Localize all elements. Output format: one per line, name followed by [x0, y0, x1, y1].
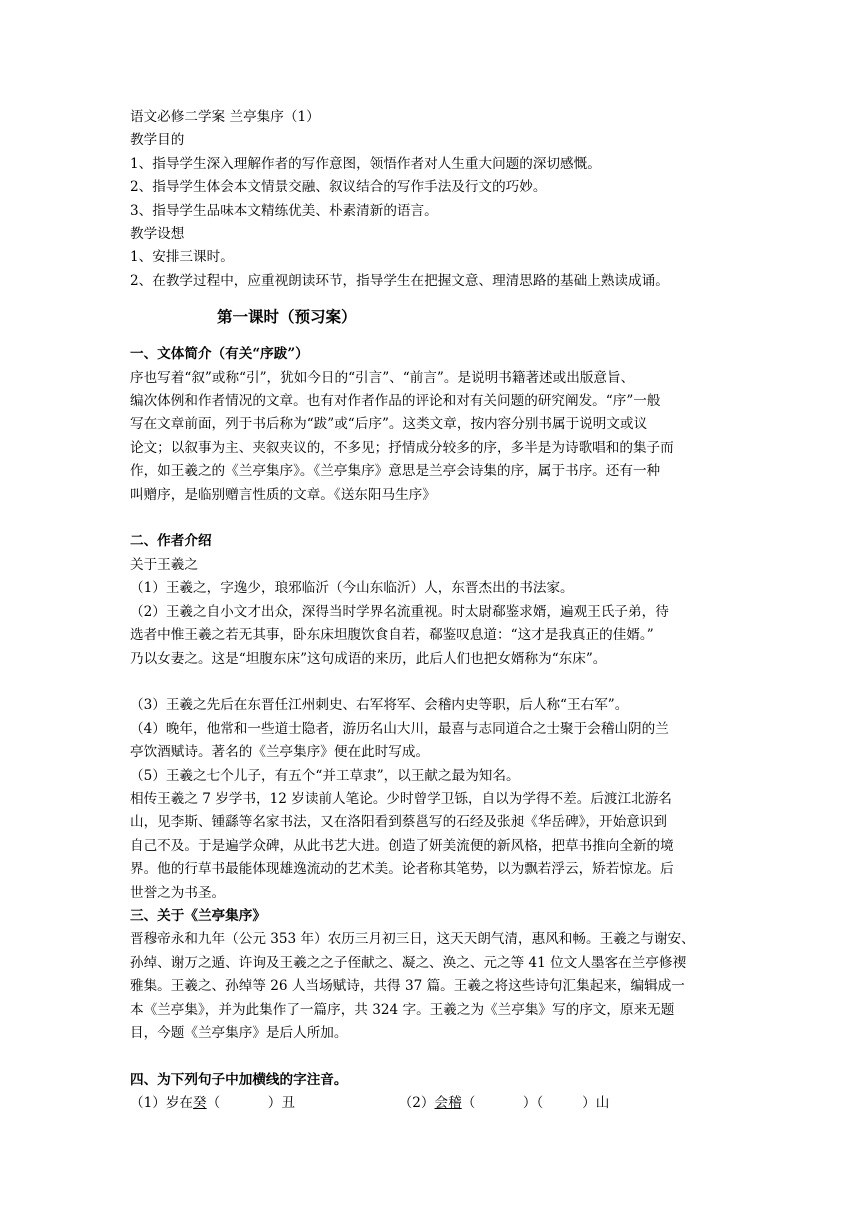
author-bio-line: 世誉之为书圣。 — [130, 884, 226, 901]
genre-paragraph-line: 作，如王羲之的《兰亭集序》。《兰亭集序》意思是兰亭会诗集的序，属于书序。还有一种 — [130, 463, 661, 480]
author-item-4-line: （4）晚年，他常和一些道士隐者，游历名山大川，最喜与志同道合之士聚于会稽山阴的兰 — [130, 720, 669, 737]
lanting-paragraph-line: 孙绰、谢万之遁、许询及王羲之之子侄献之、凝之、涣之、元之等 41 位文人墨客在兰亭修禊 — [130, 954, 687, 971]
lesson-title: 第一课时（预习案） — [217, 307, 357, 327]
genre-paragraph-line: 序也写着“叙”或称“引”，犹如今日的“引言”、“前言”。是说明书籍著述或出版意旨、 — [130, 369, 635, 386]
section-heading-genre: 一、文体简介（有关“序跋”） — [130, 346, 309, 363]
design-heading: 教学设想 — [130, 226, 185, 243]
spacer — [130, 507, 736, 530]
question-1-blank: （ ）丑 — [206, 1095, 295, 1112]
spacer — [130, 1045, 736, 1068]
genre-paragraph-line: 写在文章前面，列于书后称为“跋”或“后序”。这类文章，按内容分别书属于说明文或议 — [130, 416, 648, 433]
author-item-1: （1）王羲之，字逸少，琅邪临沂（今山东临沂）人，东晋杰出的书法家。 — [130, 580, 574, 597]
lanting-paragraph-line: 本《兰亭集》，并为此集作了一篇序，共 324 字。王羲之为《兰亭集》写的序文，原来无题 — [130, 1001, 675, 1018]
section-heading-pinyin: 四、为下列句子中加横线的字注音。 — [130, 1071, 348, 1088]
design-item: 2、在教学过程中，应重视朗读环节，指导学生在把握文意、理清思路的基础上熟读成诵。 — [130, 272, 669, 289]
question-2-prefix: （2） — [398, 1095, 435, 1112]
author-bio-line: 自己不及。于是遍学众碑，从此书艺大进。创造了妍美流便的新风格，把草书推向全新的境 — [130, 837, 674, 854]
lanting-paragraph-line: 目，今题《兰亭集序》是后人所加。 — [130, 1025, 348, 1041]
lanting-paragraph-line: 晋穆帝永和九年（公元 353 年）农历三月初三日，这天天朗气清，惠风和畅。王羲之与谢安、 — [130, 931, 695, 948]
objective-item: 2、指导学生体会本文情景交融、叙议结合的写作手法及行文的巧妙。 — [130, 179, 547, 196]
section-heading-lanting: 三、关于《兰亭集序》 — [130, 907, 266, 924]
author-item-5: （5）王羲之七个儿子，有五个“并工草隶”，以王献之最为知名。 — [130, 767, 520, 784]
genre-paragraph-line: 编次体例和作者情况的文章。也有对作者作品的评论和对有关问题的研究阐发。“序”一般 — [130, 393, 661, 410]
question-1-underlined: 癸 — [193, 1095, 207, 1112]
objective-item: 3、指导学生品味本文精练优美、朴素清新的语言。 — [130, 202, 438, 219]
author-bio-line: 界。他的行草书最能体现雄逸流动的艺术美。论者称其笔势，以为飘若浮云，矫若惊龙。后 — [130, 861, 674, 878]
lanting-paragraph-line: 雅集。王羲之、孙绰等 26 人当场赋诗，共得 37 篇。王羲之将这些诗句汇集起来，编辑成一 — [130, 978, 685, 995]
question-2-underlined: 会稽 — [434, 1095, 462, 1112]
design-item: 1、安排三课时。 — [130, 249, 234, 266]
objectives-heading: 教学目的 — [130, 132, 185, 149]
genre-paragraph-line: 叫赠序，是临别赠言性质的文章。《送东阳马生序》 — [130, 486, 436, 503]
author-item-3: （3）王羲之先后在东晋任江州刺史、右军将军、会稽内史等职，后人称“王右军”。 — [130, 697, 629, 714]
author-bio-line: 相传王羲之 7 岁学书，12 岁读前人笔论。少时曾学卫铄，自以为学得不差。后渡江北游名 — [130, 790, 672, 807]
pinyin-question-row — [130, 1092, 736, 1115]
doc-title: 语文必修二学案 兰亭集序（1） — [130, 109, 320, 125]
author-item-2-line: 乃以女妻之。这是“坦腹东床”这句成语的来历，此后人们也把女婿称为“东床”。 — [130, 650, 607, 667]
section-heading-author: 二、作者介绍 — [130, 533, 212, 550]
question-2-blank: （ ）（ ）山 — [461, 1095, 610, 1112]
question-1-prefix: （1）岁在 — [130, 1095, 194, 1112]
author-subheading: 关于王羲之 — [130, 556, 198, 573]
objective-item: 1、指导学生深入理解作者的写作意图，领悟作者对人生重大问题的深切感慨。 — [130, 155, 601, 172]
spacer — [130, 671, 736, 694]
document-body — [130, 106, 736, 1116]
author-item-4-line: 亭饮酒赋诗。著名的《兰亭集序》便在此时写成。 — [130, 744, 430, 761]
author-bio-line: 山，见李斯、锺繇等名家书法，又在洛阳看到蔡邕写的石经及张昶《华岳碑》，开始意识到 — [130, 814, 667, 831]
genre-paragraph-line: 论文；以叙事为主、夹叙夹议的，不多见；抒情成分较多的序，多半是为诗歌唱和的集子而 — [130, 439, 674, 456]
author-item-2-line: 选者中惟王羲之若无其事，卧东床坦腹饮食自若，郗鉴叹息道：“这才是我真正的佳婿。” — [130, 627, 654, 644]
author-item-2-line: （2）王羲之自小文才出众，深得当时学界名流重视。时太尉郗鉴求婿，遍观王氏子弟，待 — [130, 603, 669, 620]
